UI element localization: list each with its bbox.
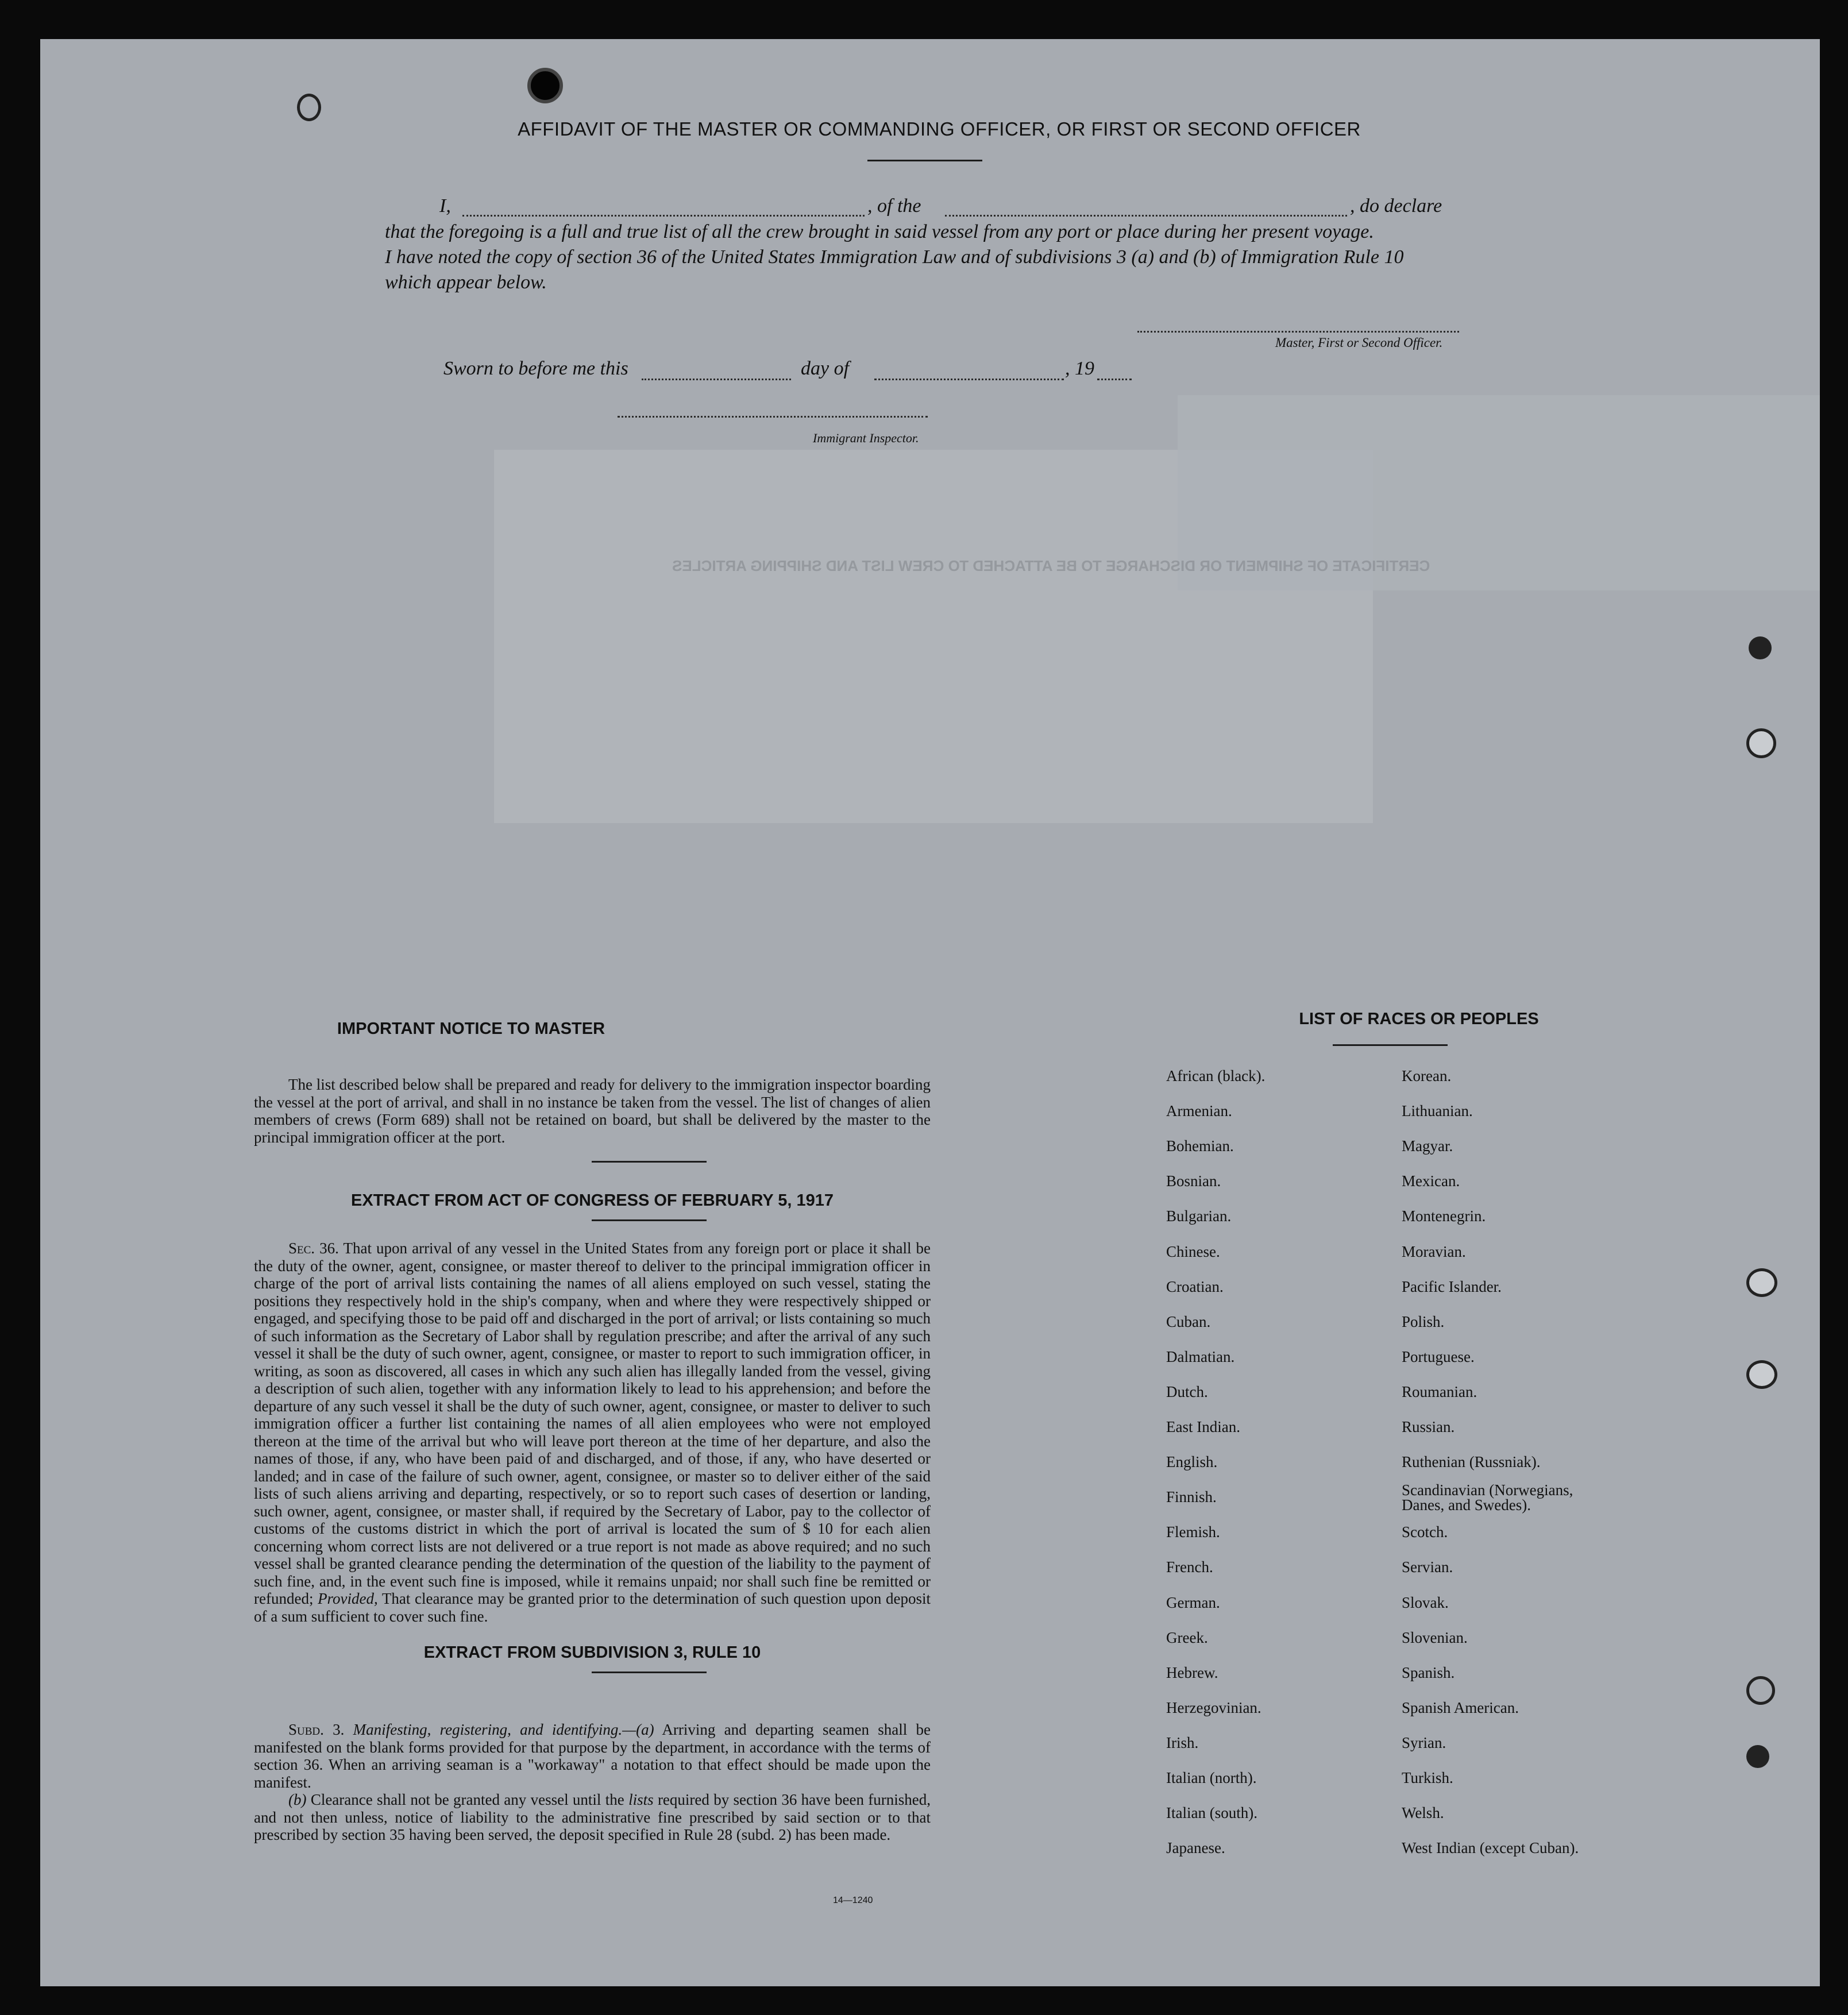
master-signature-label: Master, First or Second Officer. [1275,335,1443,350]
race-item: Magyar. [1402,1137,1453,1155]
race-item: Turkish. [1402,1769,1453,1786]
race-item: Pacific Islander. [1402,1277,1502,1295]
rule10-subd-heading: Manifesting, registering, and identifying.—(a) [353,1721,654,1738]
rule10-b-label: (b) [288,1791,307,1808]
notice-paragraph: The list described below shall be prepared and ready for delivery to the immigration inspector boarding the vessel at the port of arrival, and shall in no instance be taken from the vessel. The list of changes of alien members of crews (Form 689) shall not be retained on board, but shall be delivered by the master to the principal immigration officer at the port. [254,1076,931,1146]
act-provided: Provided, [318,1590,378,1607]
sworn-day-field[interactable] [642,379,791,380]
notice-text [254,1076,931,1146]
race-item: Welsh. [1402,1804,1444,1822]
binder-hole [1746,1268,1777,1297]
rule10-text [254,1721,931,1844]
affidavit-declare-label: , do declare [1350,195,1442,217]
race-item: Japanese. [1166,1839,1225,1857]
affidavit-line-4: which appear below. [385,272,547,293]
race-item: Polish. [1402,1313,1445,1330]
races-title-rule [1333,1044,1448,1046]
rule10-text-a: Arriving and departing seamen shall be manifested on the blank forms provided for that purpose by the department, in accordance with the terms of section 36. When an arriving seaman is a "workaway" a notation to that effect should be made upon the manifest. [254,1721,931,1791]
rule10-lists-word: lists [628,1791,654,1808]
binder-hole [1746,1745,1769,1768]
race-item: Herzegovinian. [1166,1699,1261,1716]
affidavit-line-3: I have noted the copy of section 36 of the United States Immigration Law and of subdivisions 3 (a) and (b) of Immigration Rule 10 [385,246,1404,268]
race-item: Cuban. [1166,1313,1211,1330]
act-text-a: That upon arrival of any vessel in the United States from any foreign port or place it shall be the duty of the owner, agent, consignee, or master thereof to deliver to the principal immigration officer in charge of the port of arrival lists containing the names of all aliens employed on such vessel, stating the positions they respectively hold in the ship's company, when and where they were respectively shipped or engaged, and specifying those to be paid off and discharged in the port of arrival; or lists containing so much of such information as the Secretary of Labor shall by regulation prescribe; and after the arrival of any such vessel it shall be the duty of such owner, agent, consignee, or master to report to such immigration officer, in writing, as soon as discovered, all cases in which any such alien has illegally landed from the vessel, giving a description of such alien, together with any information likely to lead to his apprehension; and before the departure of any such vessel it shall be the duty of such owner, agent, consignee, or master to deliver to such immigration officer a further list containing the names of all alien employees who were not employed thereon at the time of the arrival but who will leave port thereon at the time of her departure, and also the names of those, if any, who have been paid of and discharged, and of those, if any, who have deserted or landed; and in case of the failure of such owner, agent, consignee, or master so to deliver either of the said lists of such aliens arriving and departing, respectively, or so to report such cases of desertion or landing, such owner, agent, consignee, or master shall, if required by the Secretary of Labor, pay to the collector of customs of the customs district in which the port of arrival is located the sum of $ 10 for each alien concerning whom correct lists are not delivered or a true report is not made as above required; and no such vessel shall be granted clearance pending the determination of the question of the liability to the payment of such fine, and, in the event such fine is imposed, while it remains unpaid; nor shall such fine be remitted or refunded; [254,1240,931,1607]
rule10-subd-label: Subd. 3. [288,1721,345,1738]
declarant-name-field[interactable] [462,215,865,217]
race-item: Spanish. [1402,1663,1455,1681]
affidavit-i-label: I, [439,195,451,217]
affidavit-of-the-label: , of the [867,195,921,217]
binder-hole [297,94,321,121]
race-item: Dalmatian. [1166,1348,1235,1365]
act-section-label: Sec. 36. [288,1240,339,1257]
sworn-year-label: , 19 [1065,358,1094,379]
race-item: Chinese. [1166,1242,1220,1260]
binder-hole [1749,636,1772,659]
sworn-prefix: Sworn to before me this [443,358,628,379]
race-item: Slovenian. [1402,1628,1468,1646]
notice-title: IMPORTANT NOTICE TO MASTER [337,1020,605,1038]
race-item: English. [1166,1453,1218,1471]
binder-hole [527,68,563,103]
rule10-title: EXTRACT FROM SUBDIVISION 3, RULE 10 [423,1643,761,1662]
notice-rule [592,1161,707,1163]
act-text [254,1240,931,1625]
race-item: German. [1166,1593,1220,1611]
race-item: Syrian. [1402,1734,1446,1751]
sworn-line [443,358,1190,383]
act-text-b: That clearance may be granted prior to the determination of such question upon deposit of a sum sufficient to cover such fine. [254,1590,931,1625]
race-item: Hebrew. [1166,1663,1218,1681]
sworn-year-field[interactable] [1097,379,1132,380]
race-item: Dutch. [1166,1383,1208,1400]
affidavit-title-rule [867,160,982,161]
race-item: Scotch. [1402,1523,1448,1541]
races-title: LIST OF RACES OR PEOPLES [1299,1010,1539,1028]
race-item: Spanish American. [1402,1699,1519,1716]
race-item: Russian. [1402,1418,1455,1435]
race-item: Finnish. [1166,1488,1217,1506]
affidavit-line-1 [439,195,1505,218]
race-item: Mexican. [1402,1172,1460,1190]
rule10-title-rule [592,1672,707,1673]
race-item: East Indian. [1166,1418,1240,1435]
affidavit-line-2: that the foregoing is a full and true list of all the crew brought in said vessel from any port or place during her present voyage. [385,221,1374,242]
race-item: Irish. [1166,1734,1199,1751]
race-item: Montenegrin. [1402,1207,1486,1225]
act-title: EXTRACT FROM ACT OF CONGRESS OF FEBRUARY 5, 1917 [350,1191,834,1210]
binder-hole [1746,1360,1777,1389]
race-item: Armenian. [1166,1102,1232,1120]
race-item: Servian. [1402,1558,1453,1576]
race-item: Lithuanian. [1402,1102,1473,1120]
sworn-day-of-label: day of [801,358,850,379]
race-item: West Indian (except Cuban). [1402,1839,1579,1857]
rule10-text-b1: Clearance shall not be granted any vessel until the [310,1791,624,1808]
race-item: Bulgarian. [1166,1207,1232,1225]
binder-hole [1746,728,1776,758]
vessel-name-field[interactable] [945,215,1347,217]
rule10-text-b2: required by section 36 have been furnished, and not then unless, notice of liability to the administrative fine prescribed by said section or to that prescribed by section 35 having been served, the deposit specified in Rule 28 (subd. 2) has been made. [254,1791,931,1843]
rule10-paragraph-b [254,1791,931,1844]
form-number: 14—1240 [833,1896,873,1905]
act-paragraph [254,1240,931,1625]
master-signature-field[interactable] [1137,331,1459,333]
race-item: Croatian. [1166,1277,1224,1295]
race-item: Ruthenian (Russniak). [1402,1453,1541,1471]
race-item: Italian (south). [1166,1804,1257,1822]
document-page [40,39,1820,1986]
sworn-month-field[interactable] [874,379,1064,380]
inspector-signature-field[interactable] [618,416,928,418]
race-item: Slovak. [1402,1593,1449,1611]
race-item: Greek. [1166,1628,1208,1646]
inspector-label: Immigrant Inspector. [813,431,919,445]
race-item: Roumanian. [1402,1383,1477,1400]
race-item: Bosnian. [1166,1172,1221,1190]
race-item: Bohemian. [1166,1137,1234,1155]
certificate-stamp-title: CERTIFICATE OF SHIPMENT OR DISCHARGE TO BE ATTACHED TO CREW LIST AND SHIPPING ARTICLES [672,557,1430,574]
binder-hole [1746,1676,1775,1705]
race-item: French. [1166,1558,1213,1576]
race-item: Italian (north). [1166,1769,1257,1786]
race-item: Scandinavian (Norwegians, Danes, and Swedes). [1402,1481,1573,1514]
race-item: Flemish. [1166,1523,1220,1541]
race-item: African (black). [1166,1067,1266,1084]
affidavit-title: AFFIDAVIT OF THE MASTER OR COMMANDING OFFICER, OR FIRST OR SECOND OFFICER [518,118,1361,140]
rule10-paragraph-a [254,1721,931,1791]
race-item: Portuguese. [1402,1348,1475,1365]
race-item: Korean. [1402,1067,1452,1084]
race-item: Moravian. [1402,1242,1466,1260]
act-title-rule [592,1219,707,1221]
